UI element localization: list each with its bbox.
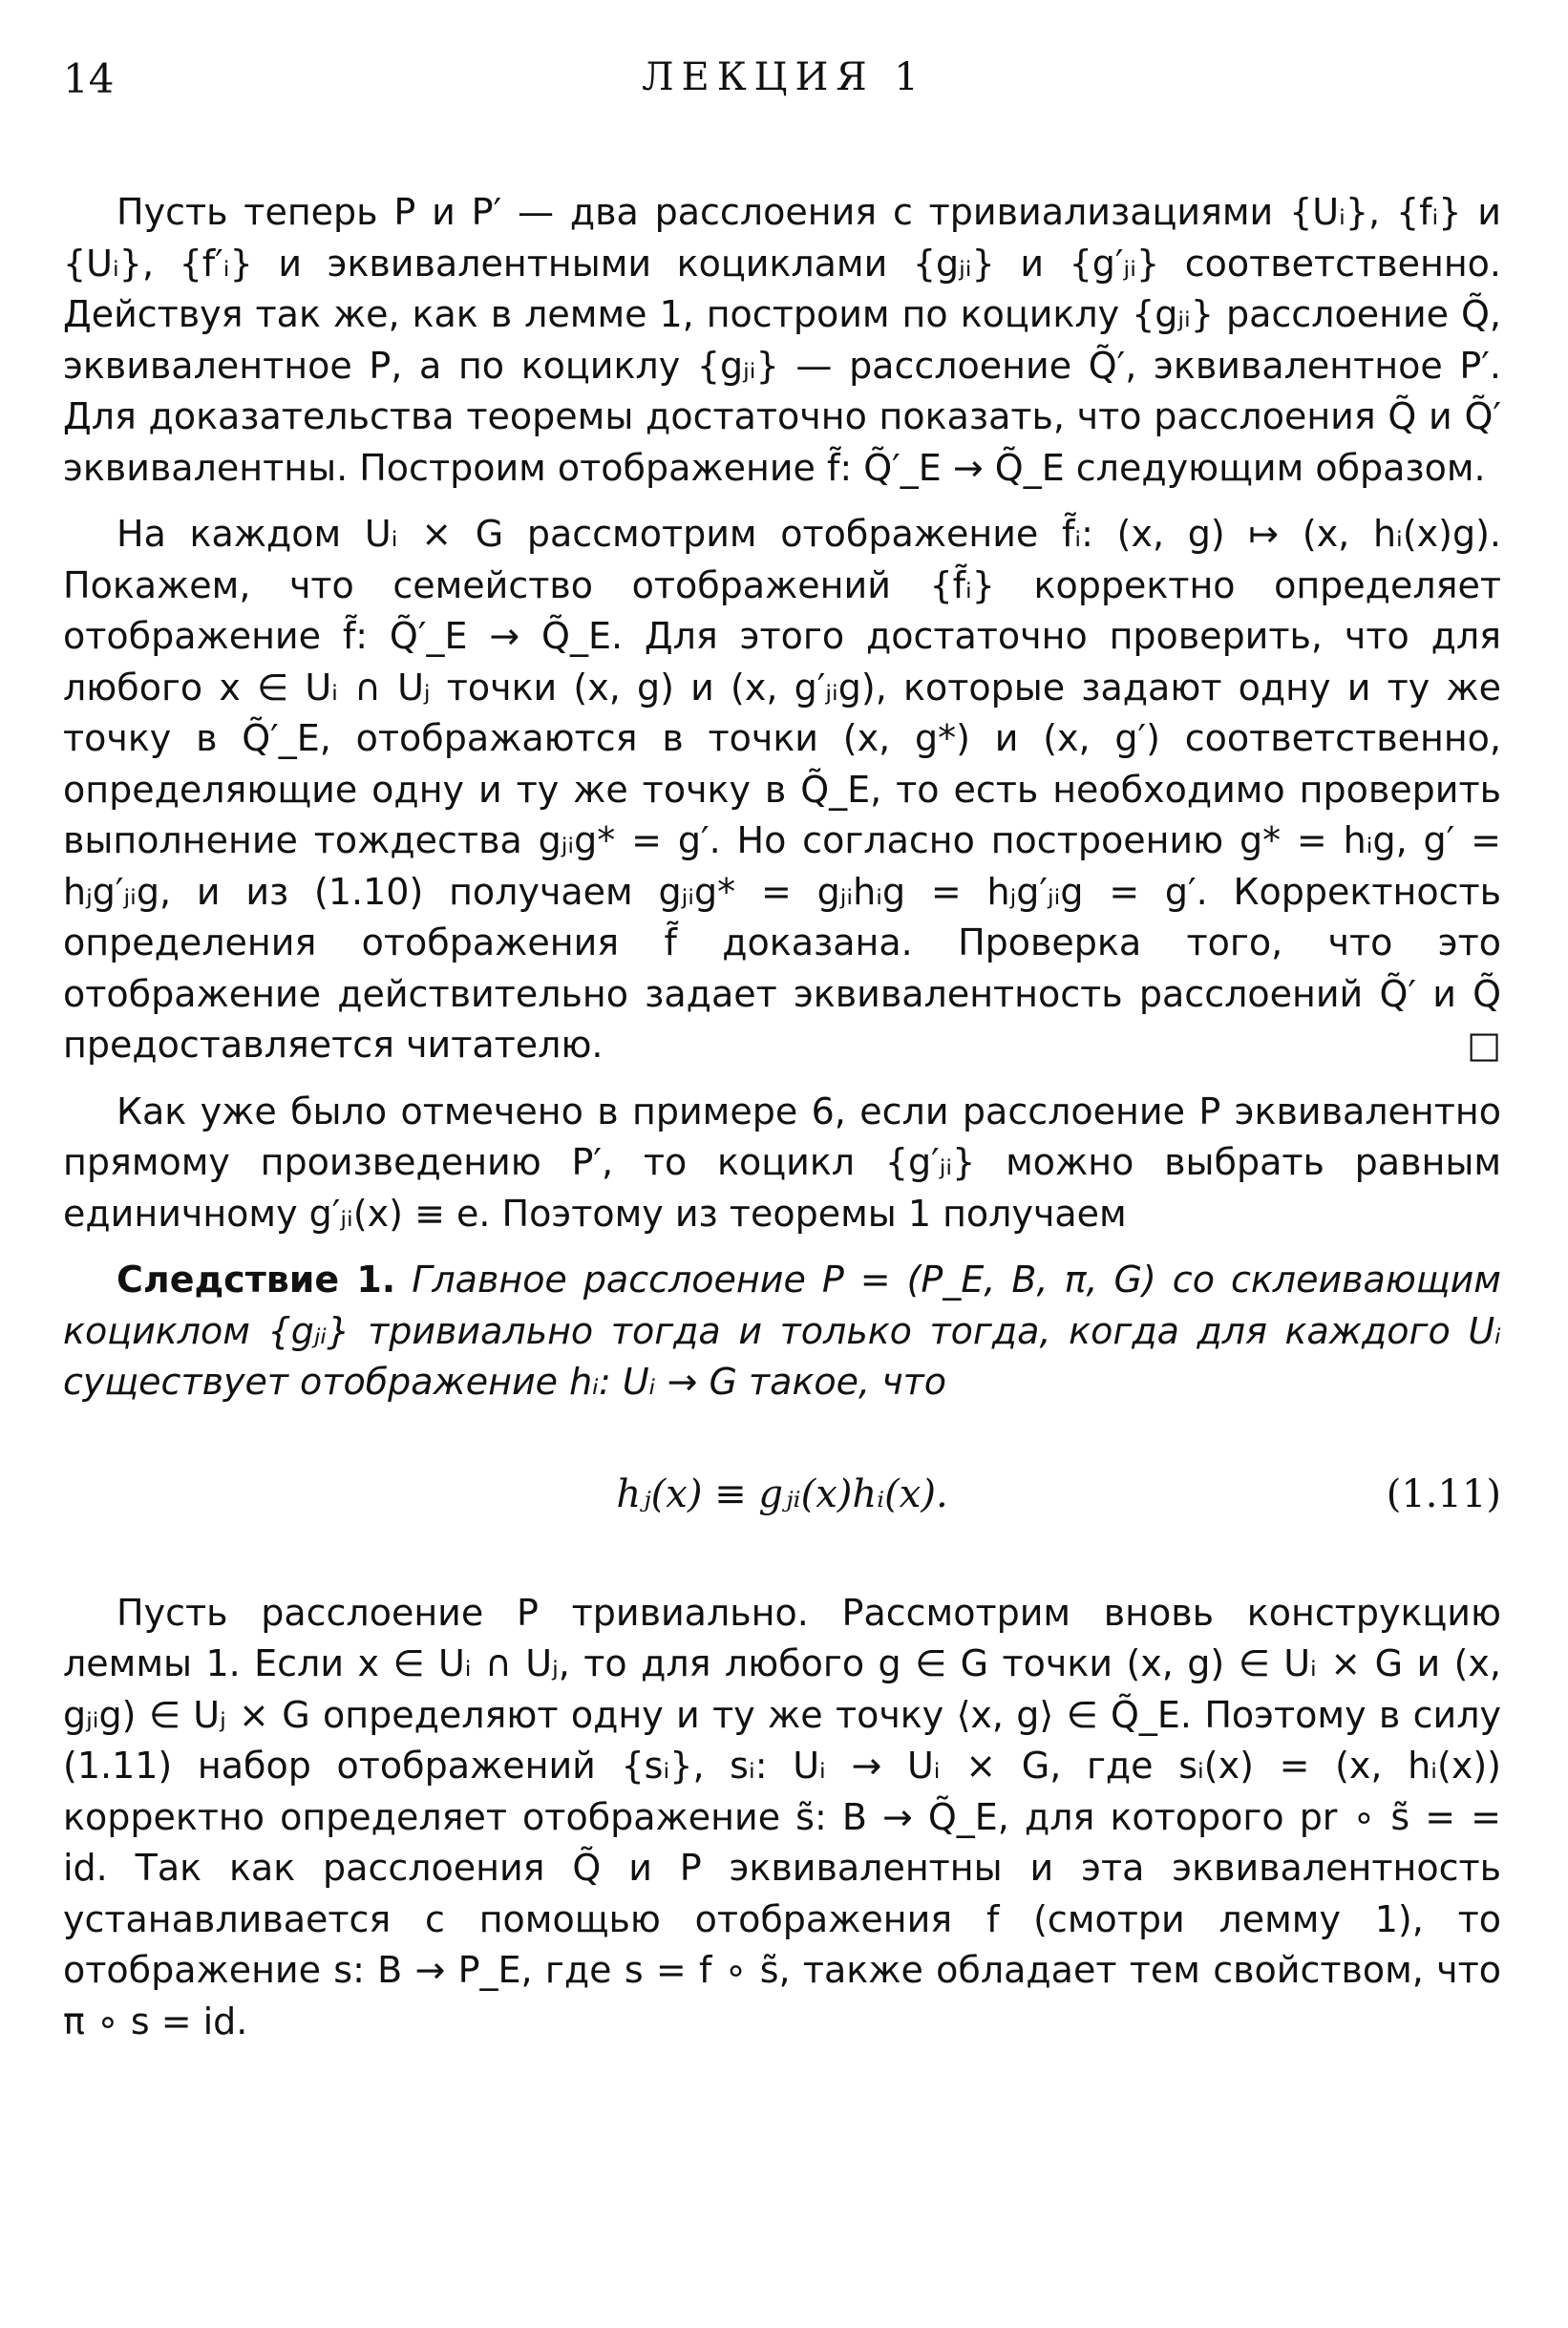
corollary-label: Следствие 1. <box>117 1259 396 1301</box>
paragraph-proof-continued <box>63 509 1501 1071</box>
equation-formula: hⱼ(x) ≡ gⱼᵢ(x)hᵢ(x). <box>616 1471 948 1516</box>
corollary-statement <box>63 1255 1501 1408</box>
paragraph-text: На каждом Uᵢ × G рассмотрим отображение f̃ᵢ: (x, g) ↦ (x, hᵢ(x)g). Покажем, что семейство отображений {f̃ᵢ} корректно определяет отображение f̃: Q̃′_E → Q̃_E. Для этого достаточно проверить, что для любого x ∈ Uᵢ ∩ Uⱼ точки (x, g) и (x, g′ⱼᵢg), которые задают одну и ту же точку в Q̃′_E, отображаются в точки (x, g*) и (x, g′) соответственно, определяющие одну и ту же точку в Q̃_E, то есть необходимо проверить выполнение тождества gⱼᵢg* = g′. Но согласно построению g* = hᵢg, g′ = hⱼg′ⱼᵢg, и из (1.10) получаем gⱼᵢg* = gⱼᵢhᵢg = hⱼg′ⱼᵢg = g′. Корректность определения отображения f̃ доказана. Проверка того, что это отображение действительно задает эквивалентность расслоений Q̃′ и Q̃ предоставляется читателю. <box>63 513 1501 1066</box>
paragraph-triviality-proof <box>63 1588 1501 2048</box>
page-number: 14 <box>63 55 115 102</box>
equation-number: (1.11) <box>1386 1471 1501 1516</box>
qed-mark: □ <box>1467 1024 1501 1066</box>
body-text <box>63 187 1501 2047</box>
running-head: ЛЕКЦИЯ 1 <box>642 55 926 99</box>
paragraph-theorem-proof <box>63 187 1501 494</box>
corollary-text: Главное расслоение P = (P_E, B, π, G) со склеивающим коциклом {gⱼᵢ} тривиально тогда и только тогда, когда для каждого Uᵢ существует отображение hᵢ: Uᵢ → G такое, что <box>63 1259 1501 1403</box>
paragraph-text: Как уже было отмечено в примере 6, если расслоение P эквивалентно прямому произведению P′, то коцикл {g′ⱼᵢ} можно выбрать равным единичному g′ⱼᵢ(x) ≡ e. Поэтому из теоремы 1 получаем <box>63 1090 1501 1235</box>
paragraph-text: Пусть расслоение P тривиально. Рассмотрим вновь конструкцию леммы 1. Если x ∈ Uᵢ ∩ Uⱼ, то для любого g ∈ G точки (x, g) ∈ Uᵢ × G и (x, gⱼᵢg) ∈ Uⱼ × G определяют одну и ту же точку ⟨x, g⟩ ∈ Q̃_E. Поэтому в силу (1.11) набор отображений {sᵢ}, sᵢ: Uᵢ → Uᵢ × G, где sᵢ(x) = (x, hᵢ(x)) корректно определяет отображение s̃: B → Q̃_E, для которого pr ∘ s̃ = = id. Так как расслоения Q̃ и P эквивалентны и эта эквивалентность устанавливается с помощью отображения f (смотри лемму 1), то отображение s: B → P_E, где s = f ∘ s̃, также обладает тем свойством, что π ∘ s = id. <box>63 1591 1502 2042</box>
paragraph-example-reference <box>63 1087 1501 1240</box>
equation-block <box>63 1431 1501 1565</box>
paragraph-text: Пусть теперь P и P′ — два расслоения с тривиализациями {Uᵢ}, {fᵢ} и {Uᵢ}, {f′ᵢ} и эквивалентными коциклами {gⱼᵢ} и {g′ⱼᵢ} соответственно. Действуя так же, как в лемме 1, построим по коциклу {gⱼᵢ} расслоение Q̃, эквивалентное P, а по коциклу {gⱼᵢ} — расслоение Q̃′, эквивалентное P′. Для доказательства теоремы достаточно показать, что расслоения Q̃ и Q̃′ эквивалентны. Построим отображение f̃: Q̃′_E → Q̃_E следующим образом. <box>63 191 1501 489</box>
page-header <box>0 55 1568 113</box>
